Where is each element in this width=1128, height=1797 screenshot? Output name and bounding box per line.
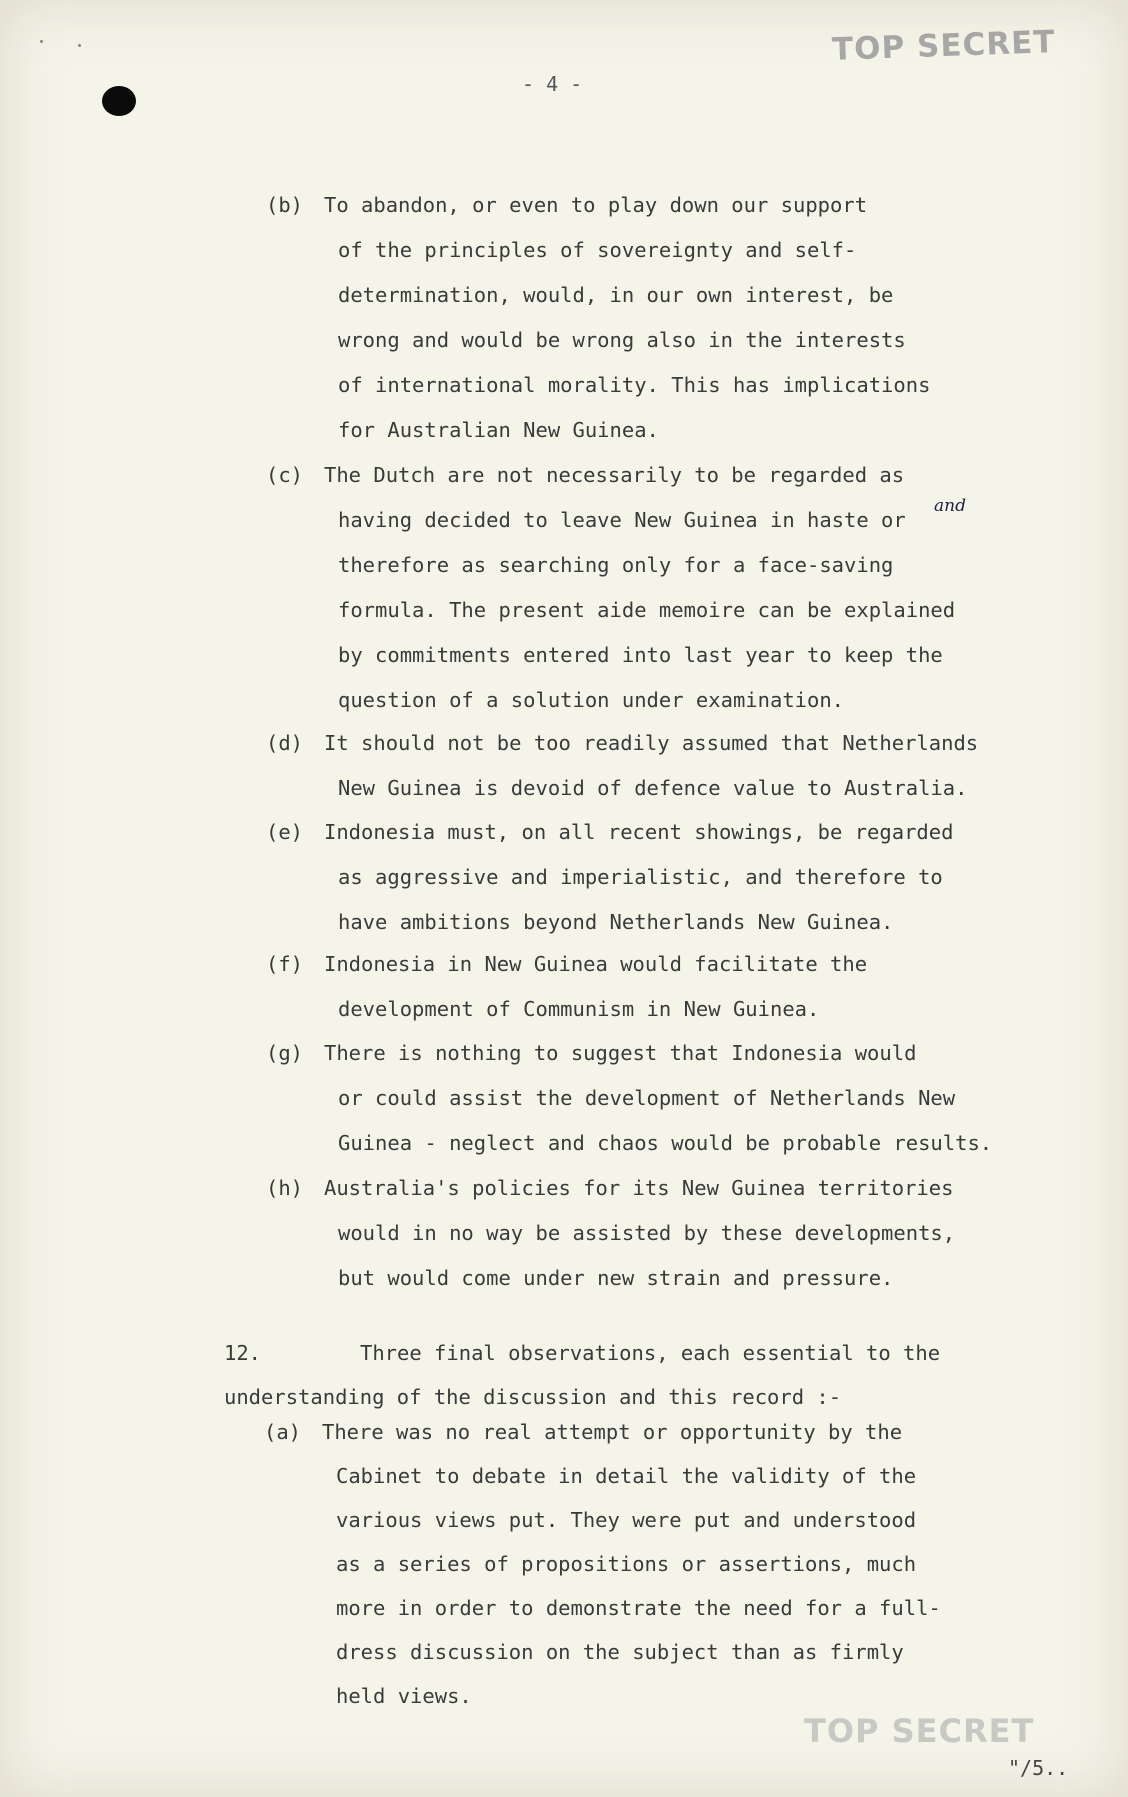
item-line: as a series of propositions or assertions, much — [336, 1552, 917, 1576]
item-line: by commitments entered into last year to keep the — [338, 643, 943, 667]
item-line: of the principles of sovereignty and self- — [338, 238, 857, 262]
paragraph-line: Three final observations, each essential to the — [360, 1341, 941, 1365]
item-line: have ambitions beyond Netherlands New Guinea. — [338, 910, 894, 934]
page-number: - 4 - — [522, 72, 583, 96]
item-line: formula. The present aide memoire can be explained — [338, 598, 956, 622]
item-line: held views. — [336, 1684, 472, 1708]
item-body — [324, 1031, 992, 1166]
item-letter: (f) — [266, 952, 304, 976]
item-letter: (a) — [264, 1420, 302, 1444]
item-line: dress discussion on the subject than as firmly — [336, 1640, 904, 1664]
item-line: There was no real attempt or opportunity by the — [322, 1420, 903, 1444]
punch-hole — [102, 86, 136, 116]
item-line: for Australian New Guinea. — [338, 418, 659, 442]
item-line: To abandon, or even to play down our support — [324, 193, 868, 217]
item-line: would in no way be assisted by these developments, — [338, 1221, 956, 1245]
continuation-marker: "/5.. — [1008, 1756, 1069, 1780]
item-body — [324, 942, 867, 1032]
item-letter: (h) — [266, 1176, 304, 1200]
item-letter: (c) — [266, 463, 304, 487]
paragraph-number: 12. — [224, 1341, 262, 1365]
item-letter: (d) — [266, 731, 304, 755]
item-line: Cabinet to debate in detail the validity of the — [336, 1464, 917, 1488]
paragraph-line: understanding of the discussion and this record :- — [224, 1385, 842, 1409]
paper-speck — [40, 40, 43, 43]
classification-stamp-top: TOP SECRET — [831, 24, 1057, 68]
classification-stamp-bottom: TOP SECRET — [804, 1712, 1035, 1750]
item-line: Indonesia in New Guinea would facilitate the — [324, 952, 868, 976]
item-line: question of a solution under examination. — [338, 688, 845, 712]
item-line: It should not be too readily assumed that Netherlands — [324, 731, 979, 755]
item-body — [324, 453, 955, 723]
item-line: or could assist the development of Netherlands New — [338, 1086, 956, 1110]
item-line: as aggressive and imperialistic, and therefore to — [338, 865, 943, 889]
item-line: therefore as searching only for a face-saving — [338, 553, 894, 577]
item-line: Guinea - neglect and chaos would be probable results. — [338, 1131, 993, 1155]
item-body — [322, 1410, 941, 1718]
paper-speck — [78, 44, 81, 47]
handwritten-correction: and — [934, 496, 966, 516]
item-line: of international morality. This has implications — [338, 373, 931, 397]
item-letter: (b) — [266, 193, 304, 217]
item-line: New Guinea is devoid of defence value to Australia. — [338, 776, 968, 800]
item-letter: (g) — [266, 1041, 304, 1065]
item-line: Australia's policies for its New Guinea territories — [324, 1176, 954, 1200]
item-line: but would come under new strain and pressure. — [338, 1266, 894, 1290]
item-body — [324, 183, 930, 453]
item-line: development of Communism in New Guinea. — [338, 997, 820, 1021]
item-line: Indonesia must, on all recent showings, be regarded — [324, 820, 954, 844]
item-letter: (e) — [266, 820, 304, 844]
item-line: There is nothing to suggest that Indonesia would — [324, 1041, 917, 1065]
item-body — [324, 1166, 955, 1301]
item-line: various views put. They were put and understood — [336, 1508, 917, 1532]
item-line: having decided to leave New Guinea in haste or — [338, 508, 906, 532]
paragraph-12-text — [224, 1331, 940, 1419]
item-body — [324, 810, 953, 945]
item-line: more in order to demonstrate the need for a full- — [336, 1596, 941, 1620]
item-line: The Dutch are not necessarily to be regarded as — [324, 463, 905, 487]
item-line: wrong and would be wrong also in the interests — [338, 328, 906, 352]
item-body — [324, 721, 978, 811]
item-line: determination, would, in our own interest, be — [338, 283, 894, 307]
